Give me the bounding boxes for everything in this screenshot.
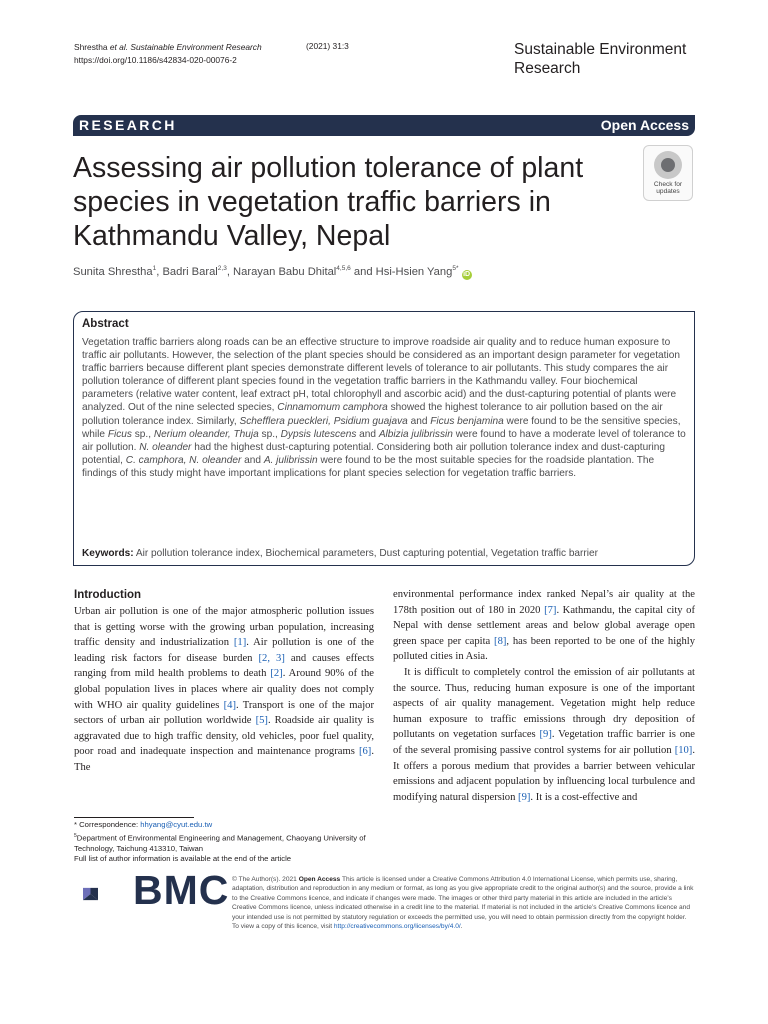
citation-link[interactable]: [4] xyxy=(223,699,237,711)
doi-link[interactable]: https://doi.org/10.1186/s42834-020-00076-2 xyxy=(74,54,237,65)
email-link[interactable]: hhyang@cyut.edu.tw xyxy=(140,820,213,829)
journal-name-line2: Research xyxy=(514,60,581,77)
license-open-access: Open Access xyxy=(298,876,341,883)
bmc-logo-icon xyxy=(83,872,129,916)
author-affiliation: 5* xyxy=(452,265,459,272)
year-volume: (2021) 31:3 xyxy=(306,41,349,51)
body-column-right xyxy=(393,587,695,805)
citation-link[interactable]: [9] xyxy=(518,791,531,803)
journal-name xyxy=(514,40,686,78)
citation-link[interactable]: [6] xyxy=(358,746,372,758)
citation-link[interactable]: [10] xyxy=(674,744,693,756)
license-link[interactable]: http://creativecommons.org/licenses/by/4.0/ xyxy=(333,923,461,931)
orcid-icon[interactable]: iD xyxy=(463,271,471,278)
article-title: Assessing air pollution tolerance of plant species in vegetation traffic barriers in Kathmandu Valley, Nepal xyxy=(73,152,584,252)
citation-link[interactable]: [2] xyxy=(270,668,283,680)
abstract-text: Vegetation traffic barriers along roads can be an effective structure to improve roadside air quality and to reduce human exposure to traffic air pollutants. However, the selection of the plant species should be considered as an important design parameter for vegetation traffic barriers because different plant species demonstrate different levels of tolerance to air pollutants. This study compares the air pollution tolerance of different plant species found in the vegetation traffic barriers in the Kathmandu valley. Four biochemical parameters (relative water content, leaf extract pH, total chlorophyll and ascorbic acid) and the dust-capturing potential of plants were analyzed. Out of the nine selected species, Cinnamomum camphora showed the highest tolerance to air pollution based on the air pollution tolerance index. Similarly, Schefflera pueckleri, Psidium guajava and Ficus benjamina were found to be the sensitive species, while Ficus sp., Nerium oleander, Thuja sp., Dypsis lutescens and Albizia julibrissin were found to have a moderate level of tolerance to air pollution. N. oleander had the highest dust-capturing potential. Considering both air pollution tolerance index and dust-capturing potential, C. camphora, N. oleander and A. julibrissin were found to be the most suitable species for the roadside plantation. The findings of this study might have important implications for plant species selection for vegetation traffic barriers. xyxy=(82,337,686,479)
citation-journal: Sustainable Environment Research xyxy=(128,42,262,52)
check-updates-line2: updates xyxy=(656,188,680,195)
intro-paragraph: environmental performance index ranked Nepal’s air quality at the 178th position out of 180 in 2020 [7]. Kathmandu, the capital city of Nepal with dense settlement areas and below global average open green space per capita [8], has been reported to be one of the highly polluted cities in Asia. xyxy=(393,589,695,663)
article-type-banner xyxy=(73,115,695,136)
full-list-note: Full list of author information is available at the end of the article xyxy=(74,854,292,864)
citation-link[interactable]: [9] xyxy=(539,729,552,741)
open-access-label: Open Access xyxy=(600,117,689,133)
author-affiliation: 2,3 xyxy=(217,265,227,272)
intro-paragraph: It is difficult to completely control the emission of air pollutants at the source. Thus, reducing human exposure is one of the important aspects of air quality management. Vegetation might help reduce human exposure to traffic emissions through dry deposition of pollutants on vegetation surfaces [9]. Vegetation traffic barrier is one of the several promising passive control systems for air pollution [10]. It offers a porous medium that provides a barrier between vehicular emissions and adjacent population by influencing local turbulence and modifying natural dispersion [9]. It is a cost-effective and xyxy=(393,666,695,803)
author-affiliation: 4,5,6 xyxy=(336,265,351,272)
keywords-label: Keywords: xyxy=(82,548,134,559)
author-name[interactable]: , Badri Baral xyxy=(156,266,218,278)
abstract-heading: Abstract xyxy=(82,318,129,330)
citation-link[interactable]: [1] xyxy=(233,637,247,649)
intro-paragraph: Urban air pollution is one of the major atmospheric pollution issues that is getting worse with the growing urban population, increasing traffic density and industrialization [1]. Air pollution is one of the leading risk factors for disease burden [2, 3] and causes effects ranging from mild health problems to death [2]. Around 90% of the global population lives in places where air quality does not comply with WHO air quality guidelines [4]. Transport is one of the major sectors of urban air pollution worldwide [5]. Roadside air quality is aggravated due to high traffic density, old vehicles, poor fuel quality, poor road and inadequate inspection and maintenance programs [6]. The xyxy=(74,606,375,773)
citation-link[interactable]: [7] xyxy=(544,604,557,616)
correspondence-label: * Correspondence: xyxy=(74,820,141,829)
license-notice: © The Author(s). 2021 Open Access This article is licensed under a Creative Commons Attribution 4.0 International License, which permits use, sharing, adaptation, distribution and reproduction in any medium or format, as long as you give appropriate credit to the original author(s) and the source, provide a link to the Creative Commons licence, and indicate if changes were made. The images or other third party material in this article are included in the article’s Creative Commons licence, unless indicated otherwise in a credit line to the material. If material is not included in the article’s Creative Commons licence and your intended use is not permitted by statutory regulation or exceeds the permitted use, you will need to obtain permission directly from the copyright holder. To view a copy of this licence, visit http://creativecommons.org/licenses/by/4.0/. xyxy=(232,876,694,931)
section-label: RESEARCH xyxy=(79,117,177,133)
citation-authors: Shrestha xyxy=(74,42,110,52)
introduction-heading: Introduction xyxy=(74,589,142,601)
running-header-citation xyxy=(74,41,262,66)
author-name[interactable]: , Narayan Babu Dhital xyxy=(226,266,337,278)
check-updates-line1: Check for xyxy=(653,181,683,188)
author-affiliation: 1 xyxy=(152,265,157,272)
author-name[interactable]: Sunita Shrestha xyxy=(73,266,153,278)
correspondence-footnote xyxy=(74,820,379,865)
affiliation-number: 5 xyxy=(74,832,77,839)
author-name[interactable]: and Hsi-Hsien Yang xyxy=(350,266,453,278)
journal-name-line1: Sustainable Environment xyxy=(514,41,687,58)
footnote-divider xyxy=(74,817,194,818)
affiliation-text: Department of Environmental Engineering and Management, Chaoyang University of Technology, Taichung 413310, Taiwan xyxy=(74,833,366,853)
author-list xyxy=(73,265,472,280)
body-column-left xyxy=(74,604,374,776)
publisher-logo-text: BMC xyxy=(133,867,230,913)
abstract-box xyxy=(73,311,695,566)
citation-etal: et al. xyxy=(109,42,129,52)
keywords xyxy=(82,548,598,559)
citation-link[interactable]: [2, 3] xyxy=(258,652,285,664)
citation-link[interactable]: [5] xyxy=(255,715,268,727)
keywords-list: Air pollution tolerance index, Biochemical parameters, Dust capturing potential, Vegetation traffic barrier xyxy=(133,548,598,559)
check-for-updates-button[interactable] xyxy=(643,145,693,201)
check-updates-icon xyxy=(654,151,682,179)
citation-link[interactable]: [8] xyxy=(494,635,507,647)
